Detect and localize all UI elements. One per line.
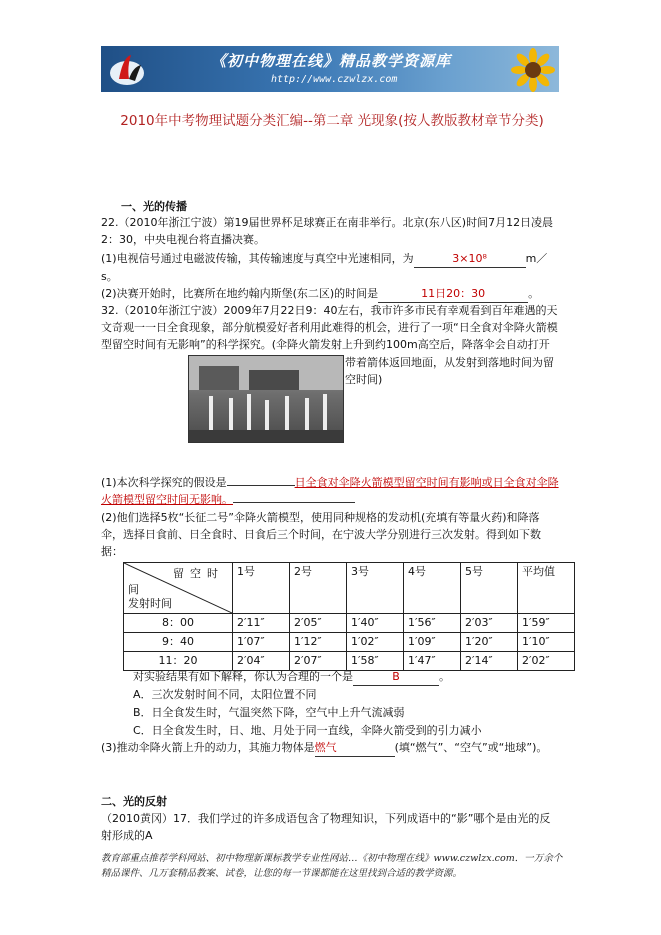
corner-label-bottom: 发射时间 xyxy=(128,597,172,610)
rocket-launch-photo xyxy=(188,355,344,443)
q22-p1-prefix: (1)电视信号通过电磁波传输，其传输速度与真空中光速相同，为 xyxy=(101,252,414,265)
explain-answer: B xyxy=(392,670,400,683)
q32-p1-trail-blank xyxy=(233,502,355,503)
table-cell: 2′05″ xyxy=(290,614,347,633)
question-32-part-1 xyxy=(101,474,561,508)
table-cell: 2′11″ xyxy=(233,614,290,633)
section-heading-propagation: 一、光的传播 xyxy=(121,200,187,213)
corner-label-top: 留空时 xyxy=(173,567,224,580)
banner-title: 《初中物理在线》精品教学资源库 xyxy=(211,52,452,70)
table-corner-header xyxy=(124,563,233,614)
table-cell: 1′07″ xyxy=(233,633,290,652)
question-32-stem-b: 带着箭体返回地面，从发射到落地时间为留空时间) xyxy=(345,356,554,387)
document-title: 2010年中考物理试题分类汇编--第二章 光现象(按人教版教材章节分类) xyxy=(120,113,544,129)
corner-label-middle: 间 xyxy=(128,583,139,596)
table-cell-time: 9：40 xyxy=(124,633,233,652)
question-22-stem: 22.（2010年浙江宁波）第19届世界杯足球赛正在南非举行。北京(东八区)时间7月12日凌晨2：30，中央电视台将直播决赛。 xyxy=(101,216,554,247)
column-header: 1号 xyxy=(233,563,290,614)
section-heading-reflection: 二、光的反射 xyxy=(101,795,167,808)
table-cell: 2′03″ xyxy=(461,614,518,633)
q32-p3-prefix: (3)推动伞降火箭上升的动力，其施力物体是 xyxy=(101,741,315,754)
table-cell: 1′58″ xyxy=(347,652,404,671)
q22-p2-answer: 11日20：30 xyxy=(421,287,486,300)
q32-p1-prefix: (1)本次科学探究的假设是 xyxy=(101,476,227,489)
column-header: 5号 xyxy=(461,563,518,614)
q32-p3-suffix: (填“燃气”、“空气”或“地球”)。 xyxy=(394,741,548,754)
q22-p2-prefix: (2)决赛开始时，比赛所在地约翰内斯堡(东二区)的时间是 xyxy=(101,287,379,300)
question-32-explain xyxy=(133,668,561,686)
option-c: C．日全食发生时，日、地、月处于同一直线，伞降火箭受到的引力减小 xyxy=(133,724,482,737)
photo-scene-icon xyxy=(189,356,343,442)
column-header: 3号 xyxy=(347,563,404,614)
table-row xyxy=(124,614,575,633)
question-32-part-3 xyxy=(101,739,561,757)
q22-p2-suffix: 。 xyxy=(528,287,540,300)
q22-p1-suffix: m／s。 xyxy=(101,252,548,284)
explain-prefix: 对实验结果有如下解释，你认为合理的一个是 xyxy=(133,670,353,683)
column-header: 4号 xyxy=(404,563,461,614)
site-logo-icon xyxy=(107,49,147,89)
table-cell-time: 8：00 xyxy=(124,614,233,633)
q32-p3-answer: 燃气 xyxy=(314,741,337,754)
table-cell: 2′07″ xyxy=(290,652,347,671)
question-17-stem: （2010黄冈）17．我们学过的许多成语包含了物理知识，下列成语中的“影”哪个是由光的反射形成的A xyxy=(101,812,551,843)
option-a: A．三次发射时间不同，太阳位置不同 xyxy=(133,688,317,701)
site-banner xyxy=(101,46,559,92)
table-cell: 2′04″ xyxy=(233,652,290,671)
table-cell: 1′12″ xyxy=(290,633,347,652)
table-cell: 1′09″ xyxy=(404,633,461,652)
launch-data-table xyxy=(123,562,575,671)
table-cell: 2′14″ xyxy=(461,652,518,671)
q22-p1-answer: 3×10⁸ xyxy=(452,252,487,265)
banner-url[interactable]: http://www.czwlzx.com xyxy=(271,74,398,85)
table-header-row xyxy=(124,563,575,614)
table-cell-time: 11：20 xyxy=(124,652,233,671)
option-b: B．日全食发生时，气温突然下降，空气中上升气流减弱 xyxy=(133,706,405,719)
q22-p1-answer-blank xyxy=(414,250,526,268)
q32-p1-answer: 日全食对伞降火箭模型留空时间有影响或日全食对伞降火箭模型留空时间无影响。 xyxy=(101,476,559,507)
q32-p3-answer-blank xyxy=(315,739,395,757)
explain-suffix: 。 xyxy=(439,670,450,683)
q32-p1-lead-blank xyxy=(227,485,295,486)
question-32-stem-a: 32.（2010年浙江宁波）2009年7月22日9：40左右，我市许多市民有幸观看到百年难遇的天文奇观一一日全食现象，部分航模爱好者利用此难得的机会，进行了一项“日全食对伞降火箭模型留空时间有无影响”的科学探究。(伞降火箭发射上升到约100m高空后，降落伞会自动打开 xyxy=(101,304,558,352)
table-cell: 1′10″ xyxy=(518,633,575,652)
table-cell: 1′40″ xyxy=(347,614,404,633)
sunflower-icon xyxy=(511,48,555,92)
table-cell: 2′02″ xyxy=(518,652,575,671)
table-cell: 1′56″ xyxy=(404,614,461,633)
q22-p2-answer-blank xyxy=(378,285,528,303)
question-22-part-1 xyxy=(101,250,561,285)
explain-answer-blank xyxy=(353,668,439,686)
page-footer: 教育部重点推荐学科网站、初中物理新课标教学专业性网站…《初中物理在线》www.czwlzx.com．一万余个精品课件、几万套精品教案、试卷，让您的每一节课都能在这里找到合适的教学资源。 xyxy=(101,853,563,880)
question-22-part-2 xyxy=(101,285,561,303)
table-cell: 1′47″ xyxy=(404,652,461,671)
table-cell: 1′59″ xyxy=(518,614,575,633)
table-cell: 1′20″ xyxy=(461,633,518,652)
table-row xyxy=(124,633,575,652)
column-header: 平均值 xyxy=(518,563,575,614)
table-cell: 1′02″ xyxy=(347,633,404,652)
question-32-part-2: (2)他们选择5枚“长征二号”伞降火箭模型，使用同种规格的发动机(充填有等量火药)和降落伞，选择日食前、日全食时、日食后三个时间，在宁波大学分别进行三次发射。得到如下数据： xyxy=(101,511,541,559)
column-header: 2号 xyxy=(290,563,347,614)
